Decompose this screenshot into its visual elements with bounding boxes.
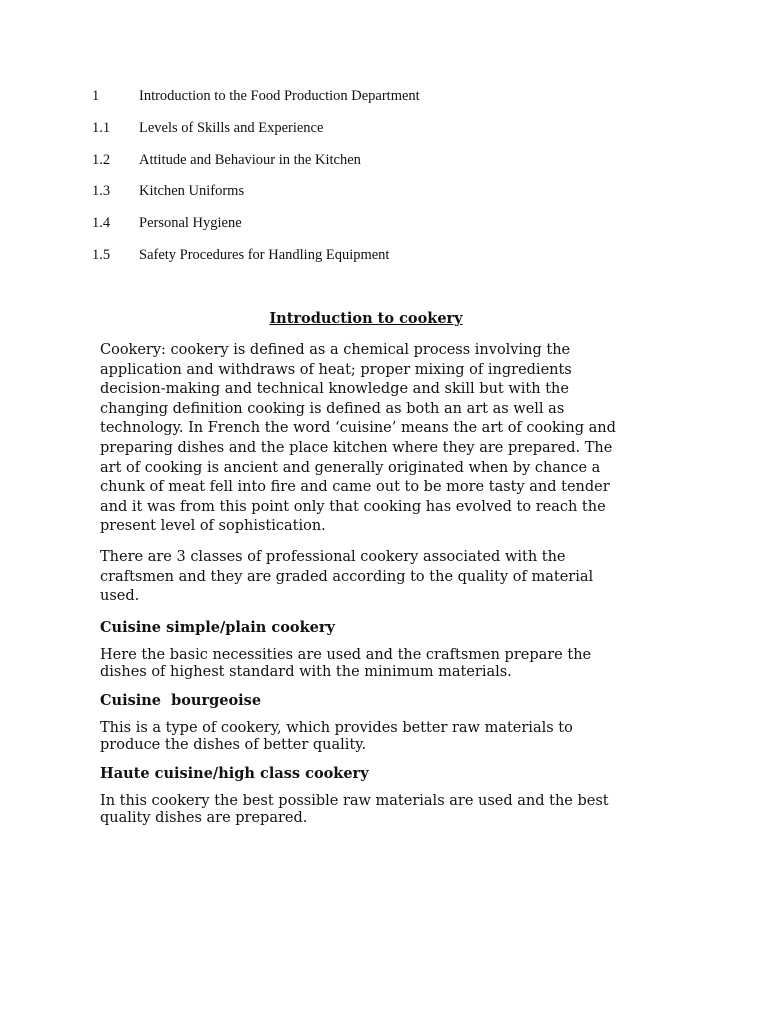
class-text-haute: In this cookery the best possible raw materials are used and the best quality dishes are prepared. — [100, 792, 609, 827]
toc-entry-title: Personal Hygiene — [139, 215, 242, 232]
section-content — [100, 309, 620, 837]
toc-entry-title: Safety Procedures for Handling Equipment — [139, 246, 390, 263]
toc-entry — [92, 150, 652, 182]
toc-entry-number: 1.3 — [92, 183, 111, 200]
toc-entry-title: Kitchen Uniforms — [139, 183, 245, 200]
toc-entry-number: 1.4 — [92, 215, 111, 232]
toc-entry-number: 1.2 — [92, 151, 111, 168]
table-of-contents — [92, 86, 652, 277]
class-heading-bourgeoise: Cuisine bourgeoise — [100, 691, 262, 709]
toc-entry-number: 1 — [92, 88, 100, 104]
toc-entry-number: 1.5 — [92, 246, 111, 263]
class-text-simple: Here the basic necessities are used and the craftsmen prepare the dishes of highest standard with the minimum materials. — [100, 646, 592, 681]
toc-entry — [92, 181, 652, 213]
toc-entry — [92, 213, 652, 245]
class-text-bourgeoise: This is a type of cookery, which provides better raw materials to produce the dishes of better quality. — [100, 719, 573, 754]
classes-paragraph: There are 3 classes of professional cookery associated with the craftsmen and they are graded according to the quality of material used. — [100, 548, 594, 605]
intro-paragraph: Cookery: cookery is defined as a chemical process involving the application and withdraws of heat; proper mixing of ingredients decision-making and technical knowledge and skill but with the changing definition cooking is defined as both an art as well as technology. In French the word ‘cuisine’ means the art of cooking and preparing dishes and the place kitchen where they are prepared. The art of cooking is ancient and generally originated when by chance a chunk of meat fell into fire and came out to be more tasty and tender and it was from this point only that cooking has evolved to reach the present level of sophistication. — [100, 342, 616, 535]
toc-entry-title: Introduction to the Food Production Department — [139, 88, 420, 104]
toc-entry-title: Attitude and Behaviour in the Kitchen — [139, 151, 361, 168]
class-heading-simple: Cuisine simple/plain cookery — [100, 618, 335, 636]
toc-entry-title: Levels of Skills and Experience — [139, 119, 324, 136]
class-heading-haute: Haute cuisine/high class cookery — [100, 764, 369, 782]
section-title: Introduction to cookery — [269, 310, 463, 327]
toc-entry — [92, 245, 652, 277]
toc-entry-number: 1.1 — [92, 119, 111, 136]
toc-entry — [92, 118, 652, 150]
toc-entry — [92, 86, 652, 118]
